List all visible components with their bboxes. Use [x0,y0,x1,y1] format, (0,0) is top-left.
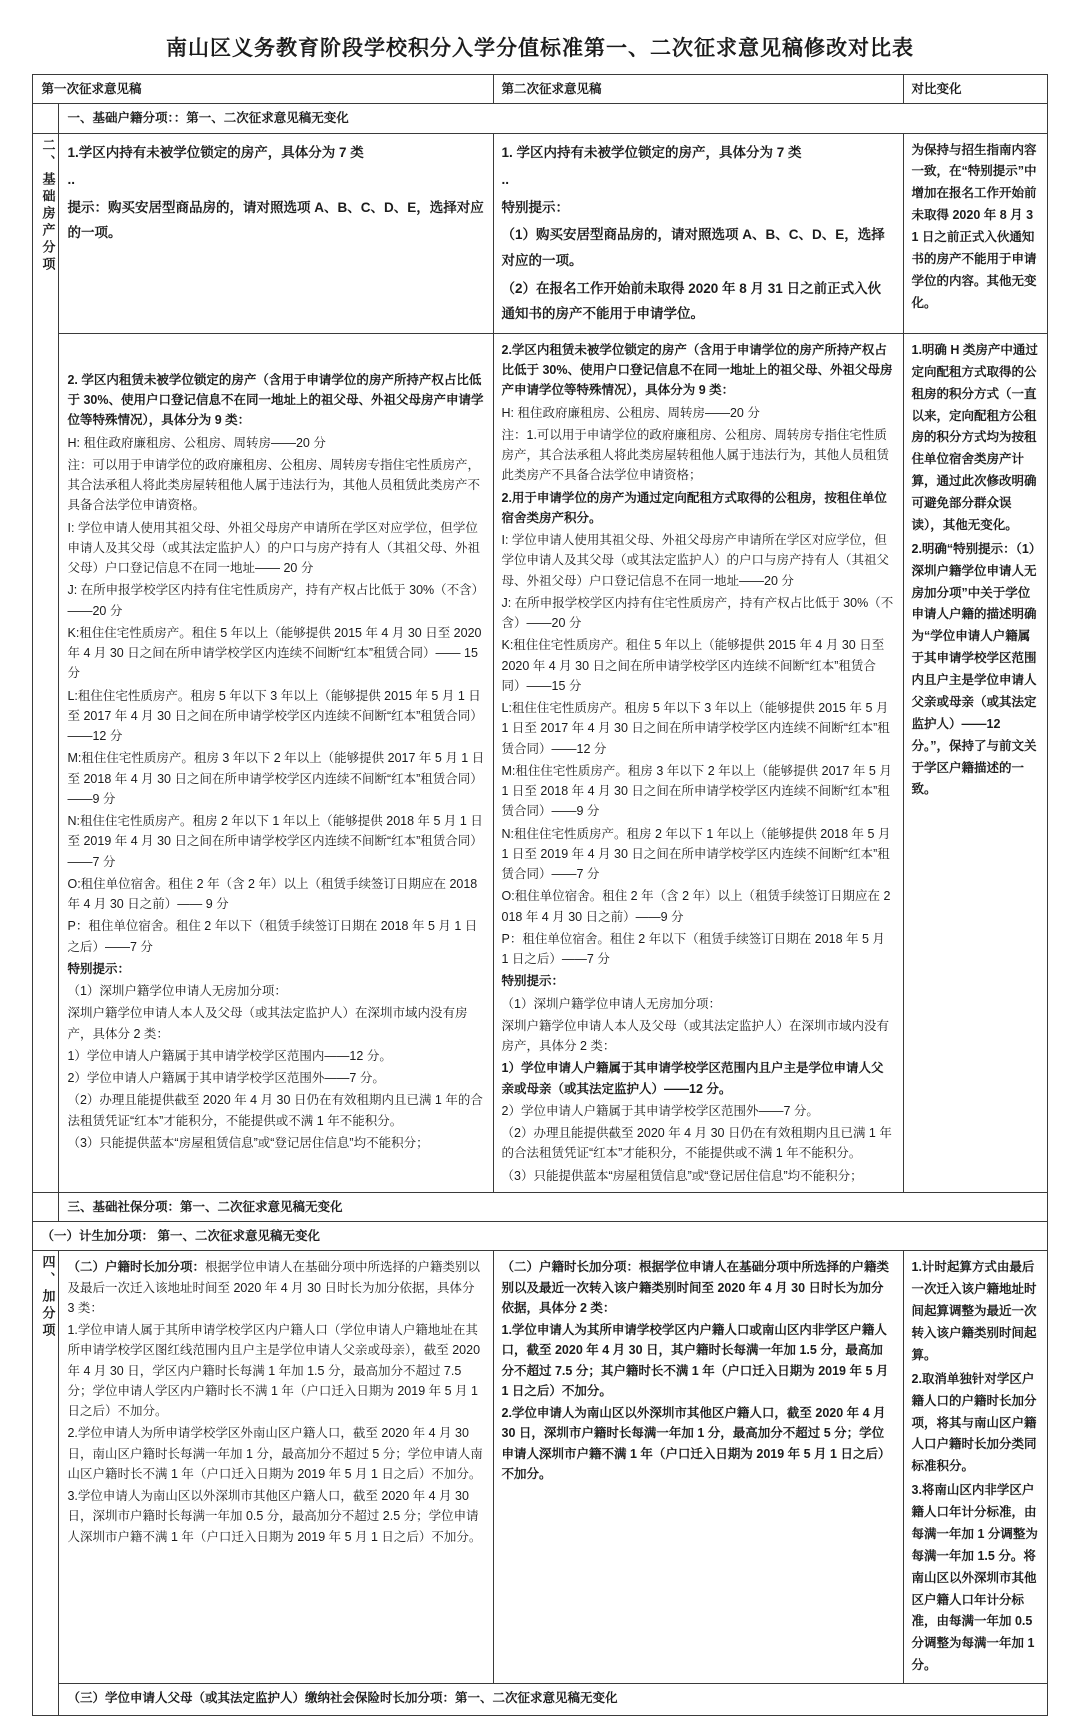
gutter-cell [33,1192,59,1221]
paragraph: 提示：购买安居型商品房的，请对照选项 A、B、C、D、E，选择对应的一项。 [67,199,484,241]
paragraph: 1.明确 H 类房产中通过定向配租方式取得的公租房的积分方式（一直以来，定向配租方公租房的积分方式均为按租住单位宿舍类房产计算，通过此次修改明确可避免部分群众误读），其他无变化。 [911,342,1038,532]
cell-held-draft1 [59,133,493,333]
cell-rent-change [903,333,1047,1192]
cell-rent-draft1 [59,333,493,1192]
section-property-gutter [33,133,59,1192]
section-social-insurance-row [33,1192,1047,1221]
cell-rent-draft2 [493,333,903,1192]
paragraph: I: 学位申请人使用其祖父母、外祖父母房产申请所在学区对应学位，但学位申请人及其父母（或其法定监护人）的户口与房产持有人（其祖父母、外祖父母）户口登记信息不在同一地址—— 20 分 [67,520,480,576]
paragraph: 1.学区内持有未被学位锁定的房产，具体分为 7 类 [67,144,364,160]
paragraph: I: 学位申请人使用其祖父母、外祖父母房产申请所在学区对应学位，但学位申请人及其父母（或其法定监护人）的户口与房产持有人（其祖父母、外祖父母）户口登记信息不在同一地址——20 分 [501,533,890,588]
paragraph: P：租住单位宿舍。租住 2 年以下（租赁手续签订日期在 2018 年 5 月 1 日之后）——7 分 [67,919,478,954]
property-held-row [33,133,1047,333]
section-household-base: 一、基础户籍分项：：第一、二次征求意见稿无变化 [59,104,1047,133]
section-property-label: 二、基础房产分项 [40,137,56,274]
paragraph: （3）只能提供蓝本“房屋租赁信息”或“登记居住信息”均不能积分； [67,1135,429,1150]
paragraph: 2.学位申请人为所申请学校学区外南山区户籍人口，截至 2020 年 4 月 30 日，南山区户籍时长每满一年加 1 分，最高加分不超过 5 分；学位申请人南山区户籍时长不满 1 年（户口迁入日期为 2019 年 5 月 1 日之后）不加分。 [67,1426,483,1481]
paragraph: L:租住住宅性质房产。租房 5 年以下 3 年以上（能够提供 2015 年 5 月 1 日至 2017 年 4 月 30 日之间在所申请学校学区内连续不间断“红本”租赁合同）——12 分 [67,688,483,744]
cell-duration-draft1 [59,1251,493,1684]
paragraph: 深圳户籍学位申请人本人及父母（或其法定监护人）在深圳市域内没有房产，具体分 2 类： [501,1018,890,1054]
paragraph: 2.取消单独针对学区户籍人口的户籍时长加分项，将其与南山区户籍人口户籍时长加分类同标准积分。 [911,1371,1037,1474]
paragraph: .. [501,172,510,188]
household-duration-row [33,1251,1047,1684]
section-bonus-label: 四、加分项 [40,1255,56,1341]
paragraph: 特别提示： [501,974,565,989]
paragraph: K:租住住宅性质房产。租住 5 年以上（能够提供 2015 年 4 月 30 日至 2020 年 4 月 30 日之间在所申请学校学区内连续不间断“红本”租赁合同）——15 分 [501,638,885,693]
paragraph: （二）户籍时长加分项：根据学位申请人在基础分项中所选择的户籍类别以及最近一次转入该户籍类别时间至 2020 年 4 月 30 日时长为加分依据，具体分 2 类： [501,1260,890,1315]
section-household-base-row [33,104,1047,133]
paragraph: 2）学位申请人户籍属于其申请学校学区范围外——7 分。 [67,1071,385,1086]
paragraph: （2）办理且能提供截至 2020 年 4 月 30 日仍在有效租期内且已满 1 年的合法租赁凭证“红本”才能积分，不能提供或不满 1 年不能积分。 [67,1093,483,1128]
paragraph: 注：1.可以用于申请学位的政府廉租房、公租房、周转房专指住宅性质房产，其合法承租人将此类房屋转租他人属于违法行为，其他人员租赁此类房产不具备合法学位申请资格； [501,427,890,483]
header-draft1: 第一次征求意见稿 [33,75,493,104]
property-rent-row [33,333,1047,1192]
cell-held-draft2 [493,133,903,333]
gutter-cell [33,104,59,133]
cell-duration-change [903,1251,1047,1684]
paragraph: 2）学位申请人户籍属于其申请学校学区范围外——7 分。 [501,1103,819,1118]
paragraph: M:租住住宅性质房产。租房 3 年以下 2 年以上（能够提供 2017 年 5 月 1 日至 2018 年 4 月 30 日之间在所申请学校学区内连续不间断“红本”租赁合同）——9 分 [501,763,892,819]
paragraph: 2.明确“特别提示：（1）深圳户籍学位申请人无房加分项”中关于学位申请人户籍的描述明确为“学位申请人户籍属于其申请学校学区范围内且户主是学位申请人父亲或母亲（或其法定监护人）——12 分。”，保持了与前文关于学区户籍描述的一致。 [911,541,1037,797]
paragraph: （1）深圳户籍学位申请人无房加分项： [501,996,721,1011]
paragraph: 注：可以用于申请学位的政府廉租房、公租房、周转房专指住宅性质房产，其合法承租人将此类房屋转租他人属于违法行为，其他人员租赁此类房产不具备合法学位申请资格。 [67,457,480,513]
paragraph: L:租住住宅性质房产。租房 5 年以下 3 年以上（能够提供 2015 年 5 月 1 日至 2017 年 4 月 30 日之间在所申请学校学区内连续不间断“红本”租赁合同）——12 分 [501,701,890,756]
paragraph: 深圳户籍学位申请人本人及父母（或其法定监护人）在深圳市域内没有房产，具体分 2 类： [67,1006,468,1041]
paragraph: （1）深圳户籍学位申请人无房加分项： [67,984,287,999]
paragraph: 特别提示： [67,961,130,976]
paragraph: （二）户籍时长加分项：根据学位申请人在基础分项中所选择的户籍类别以及最后一次迁入该地址时间至 2020 年 4 月 30 日时长为加分依据，具体分 3 类： [67,1260,481,1315]
paragraph: 为保持与招生指南内容一致，在“特别提示”中增加在报名工作开始前未取得 2020 年 8 月 31 日之前正式入伙通知书的房产不能用于申请学位的内容。其他无变化。 [911,142,1037,310]
page-title: 南山区义务教育阶段学校积分入学分值标准第一、二次征求意见稿修改对比表 [166,37,914,60]
paragraph: 特别提示： [501,199,569,215]
header-draft2: 第二次征求意见稿 [493,75,903,104]
paragraph: 1.学位申请人为其所申请学校学区内户籍人口或南山区内非学区户籍人口，截至 2020 年 4 月 30 日，其户籍时长每满一年加 1.5 分，最高加分不超过 7.5 分；其户籍时长不满 1 年（户口迁入日期为 2019 年 5 月 1 日之后）不加分。 [501,1323,889,1398]
paragraph: （3）只能提供蓝本“房屋租赁信息”或“登记居住信息”均不能积分； [501,1168,863,1183]
paragraph: 3.学位申请人为南山区以外深圳市其他区户籍人口，截至 2020 年 4 月 30 日，深圳市户籍时长每满一年加 0.5 分，最高加分不超过 2.5 分；学位申请人深圳市户籍不满 1 年（户口迁入日期为 2019 年 5 月 1 日之后）不加分。 [67,1489,482,1544]
paragraph: J: 在所申报学校学区内持有住宅性质房产，持有产权占比低于 30%（不含）——20 分 [501,595,894,631]
paragraph: （2）办理且能提供截至 2020 年 4 月 30 日仍在有效租期内且已满 1 年的合法租赁凭证“红本”才能积分，不能提供或不满 1 年不能积分。 [501,1126,892,1161]
section-social-insurance-base: 三、基础社保分项：第一、二次征求意见稿无变化 [59,1192,1047,1221]
paragraph: H: 租住政府廉租房、公租房、周转房——20 分 [501,405,760,420]
paragraph: O:租住单位宿舍。租住 2 年（含 2 年）以上（租赁手续签订日期应在 2018 年 4 月 30 日之前）——9 分 [501,889,891,924]
paragraph: .. [67,172,75,188]
header-change: 对比变化 [903,75,1047,104]
paragraph: H: 租住政府廉租房、公租房、周转房——20 分 [67,435,326,450]
cell-duration-draft2 [493,1251,903,1684]
comparison-table [32,74,1047,1716]
cell-held-change [903,133,1047,333]
paragraph: K:租住住宅性质房产。租住 5 年以上（能够提供 2015 年 4 月 30 日至 2020 年 4 月 30 日之间在所申请学校学区内连续不间断“红本”租赁合同）—— 15 分 [67,625,482,681]
paragraph: O:租住单位宿舍。租住 2 年（含 2 年）以上（租赁手续签订日期应在 2018 年 4 月 30 日之前）—— 9 分 [67,876,478,912]
paragraph: 1.计时起算方式由最后一次迁入该户籍地址时间起算调整为最近一次转入该户籍类别时间起算。 [911,1260,1037,1362]
section-family-planning: （一）计生加分项： 第一、二次征求意见稿无变化 [33,1222,1047,1251]
section-social-duration: （三）学位申请人父母（或其法定监护人）缴纳社会保险时长加分项：第一、二次征求意见稿无变化 [59,1684,1047,1716]
paragraph: 1）学位申请人户籍属于其申请学校学区范围内——12 分。 [67,1048,392,1063]
paragraph: M:租住住宅性质房产。租房 3 年以下 2 年以上（能够提供 2017 年 5 月 1 日至 2018 年 4 月 30 日之间在所申请学校学区内连续不间断“红本”租赁合同）——9 分 [67,751,485,806]
section-bonus-gutter [33,1251,59,1716]
paragraph: 2.学区内租赁未被学位锁定的房产（含用于申请学位的房产所持产权占比低于 30%、使用户口登记信息不在同一地址上的祖父母、外祖父母房产申请学位等特殊情况），具体分为 9 类： [501,342,893,398]
paragraph: J: 在所申报学校学区内持有住宅性质房产，持有产权占比低于 30%（不含）——20 分 [67,583,485,618]
paragraph: 1. 学区内持有未被学位锁定的房产，具体分为 7 类 [501,144,802,160]
paragraph: 3.将南山区内非学区户籍人口年计分标准，由每满一年加 1 分调整为每满一年加 1.5 分。将南山区以外深圳市其他区户籍人口年计分标准，由每满一年加 0.5 分调整为每满一年加 1 分。 [911,1483,1038,1673]
paragraph: 2.用于申请学位的房产为通过定向配租方式取得的公租房，按租住单位宿舍类房产积分。 [501,490,887,525]
paragraph: P：租住单位宿舍。租住 2 年以下（租赁手续签订日期在 2018 年 5 月 1 日之后）——7 分 [501,931,885,967]
paragraph: 1）学位申请人户籍属于其申请学校学区范围内且户主是学位申请人父亲或母亲（或其法定监护人）——12 分。 [501,1061,884,1096]
paragraph: N:租住住宅性质房产。租房 2 年以下 1 年以上（能够提供 2018 年 5 月 1 日至 2019 年 4 月 30 日之间在所申请学校学区内连续不间断“红本”租赁合同）——7 分 [67,814,483,869]
paragraph: （1）购买安居型商品房的，请对照选项 A、B、C、D、E，选择对应的一项。 [501,227,885,269]
paragraph: （2）在报名工作开始前未取得 2020 年 8 月 31 日之前正式入伙通知书的房产不能用于申请学位。 [501,280,882,322]
paragraph: 2. 学区内租赁未被学位锁定的房产（含用于申请学位的房产所持产权占比低于 30%、使用户口登记信息不在同一地址上的祖父母、外祖父母房产申请学位等特殊情况），具体分为 9 类： [67,372,484,428]
paragraph: 2.学位申请人为南山区以外深圳市其他区户籍人口，截至 2020 年 4 月 30 日，深圳市户籍时长每满一年加 1 分，最高加分不超过 5 分；学位申请人深圳市户籍不满 1 年（户口迁入日期为 2019 年 5 月 1 日之后）不加分。 [501,1406,891,1481]
family-planning-row [33,1222,1047,1251]
paragraph: N:租住住宅性质房产。租房 2 年以下 1 年以上（能够提供 2018 年 5 月 1 日至 2019 年 4 月 30 日之间在所申请学校学区内连续不间断“红本”租赁合同）——7 分 [501,826,891,882]
social-duration-row [33,1684,1047,1716]
paragraph: 1.学位申请人属于其所申请学校学区内户籍人口（学位申请人户籍地址在其所申请学校学区图红线范围内且户主是学位申请人父亲或母亲），截至 2020 年 4 月 30 日，学区内户籍时长每满 1 年加 1.5 分，最高加分不超过 7.5 分；学位申请人学区内户籍时长不满 1 年（户口迁入日期为 2019 年 5 月 1 日之后）不加分。 [67,1323,481,1419]
table-header-row [33,75,1047,104]
